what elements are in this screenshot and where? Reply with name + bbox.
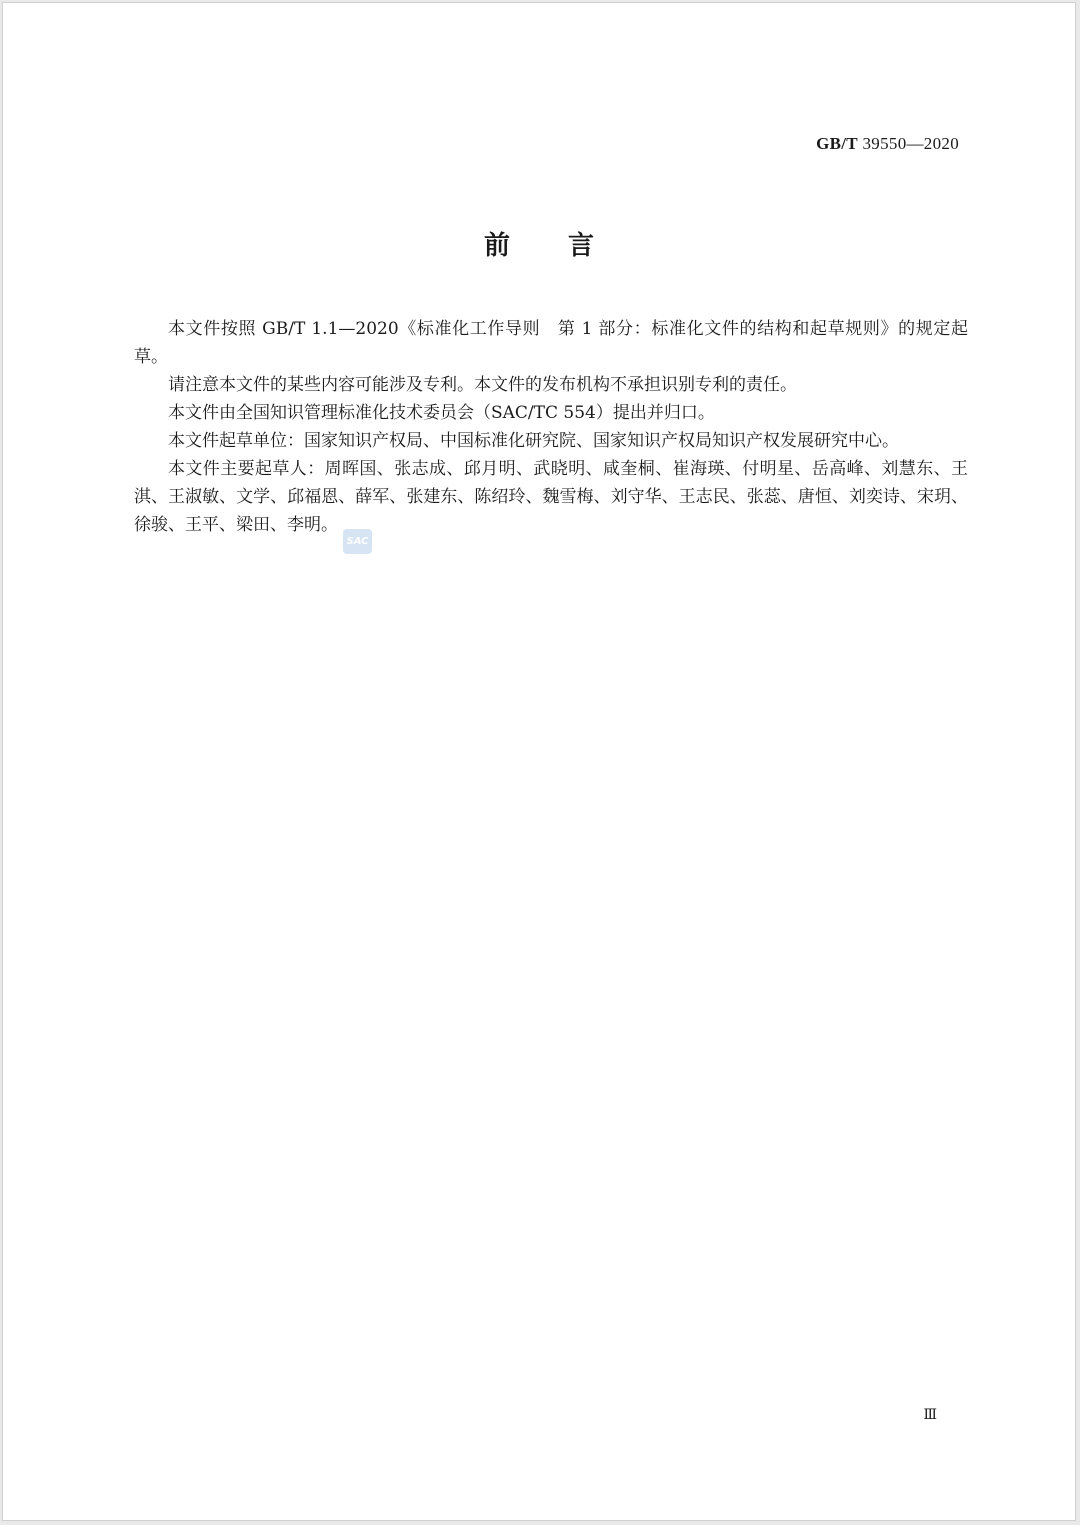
paragraph-drafters: 本文件主要起草人：周晖国、张志成、邱月明、武晓明、咸奎桐、崔海瑛、付明星、岳高峰、刘慧东、王淇、王淑敏、文学、邱福恩、薛军、张建东、陈绍玲、魏雪梅、刘守华、王志民、张蕊、唐恒、刘奕诗、宋玥、徐骏、王平、梁田、李明。 [134, 459, 968, 535]
standard-code: 39550—2020 [862, 134, 959, 153]
paragraph-drafting-rules: 本文件按照 GB/T 1.1—2020《标准化工作导则 第 1 部分：标准化文件的结构和起草规则》的规定起草。 [134, 319, 968, 367]
paragraph-drafting-units: 本文件起草单位：国家知识产权局、中国标准化研究院、国家知识产权局知识产权发展研究中心。 [168, 431, 899, 451]
page-number: Ⅲ [923, 1408, 937, 1423]
paragraph-proposer: 本文件由全国知识管理标准化技术委员会（SAC/TC 554）提出并归口。 [168, 403, 715, 423]
standard-prefix: GB/T [816, 134, 858, 153]
document-page [2, 2, 1076, 1521]
sac-watermark-logo: SAC [343, 529, 372, 554]
paragraph-patent-notice: 请注意本文件的某些内容可能涉及专利。本文件的发布机构不承担识别专利的责任。 [168, 375, 797, 395]
page-title: 前言 [483, 231, 652, 261]
foreword-body [134, 315, 968, 539]
standard-number [816, 134, 959, 154]
